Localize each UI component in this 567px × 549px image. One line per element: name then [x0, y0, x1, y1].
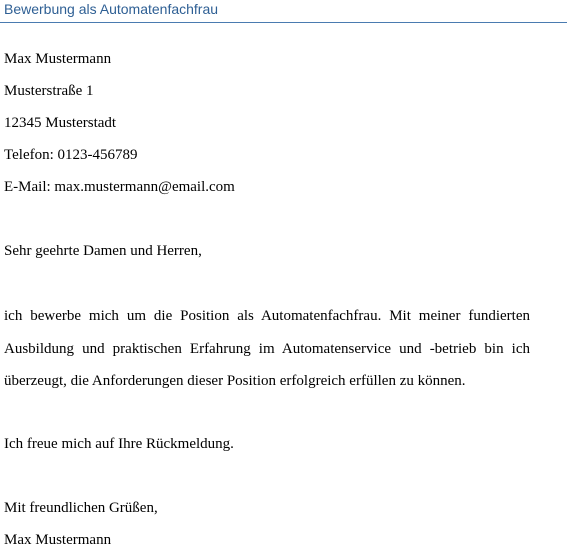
document-header — [0, 0, 567, 23]
sender-street: Musterstraße 1 — [4, 83, 94, 99]
sender-city: 12345 Musterstadt — [4, 115, 117, 131]
body-line-3: überzeugt, die Anforderungen dieser Position erfolgreich erfüllen zu können. — [4, 373, 466, 389]
closing-sentence: Ich freue mich auf Ihre Rückmeldung. — [4, 436, 234, 452]
body-line-2: Ausbildung und praktischen Erfahrung im Automatenservice und -betrieb bin ich — [4, 341, 530, 357]
sender-phone: Telefon: 0123-456789 — [4, 147, 138, 163]
closing: Mit freundlichen Grüßen, — [4, 500, 158, 516]
body-line-1: ich bewerbe mich um die Position als Automatenfachfrau. Mit meiner fundierten — [4, 308, 530, 324]
sender-name: Max Mustermann — [4, 51, 112, 67]
sender-email: E-Mail: max.mustermann@email.com — [4, 179, 235, 195]
signature: Max Mustermann — [4, 532, 112, 548]
document-title: Bewerbung als Automatenfachfrau — [4, 1, 219, 17]
salutation: Sehr geehrte Damen und Herren, — [4, 243, 202, 259]
